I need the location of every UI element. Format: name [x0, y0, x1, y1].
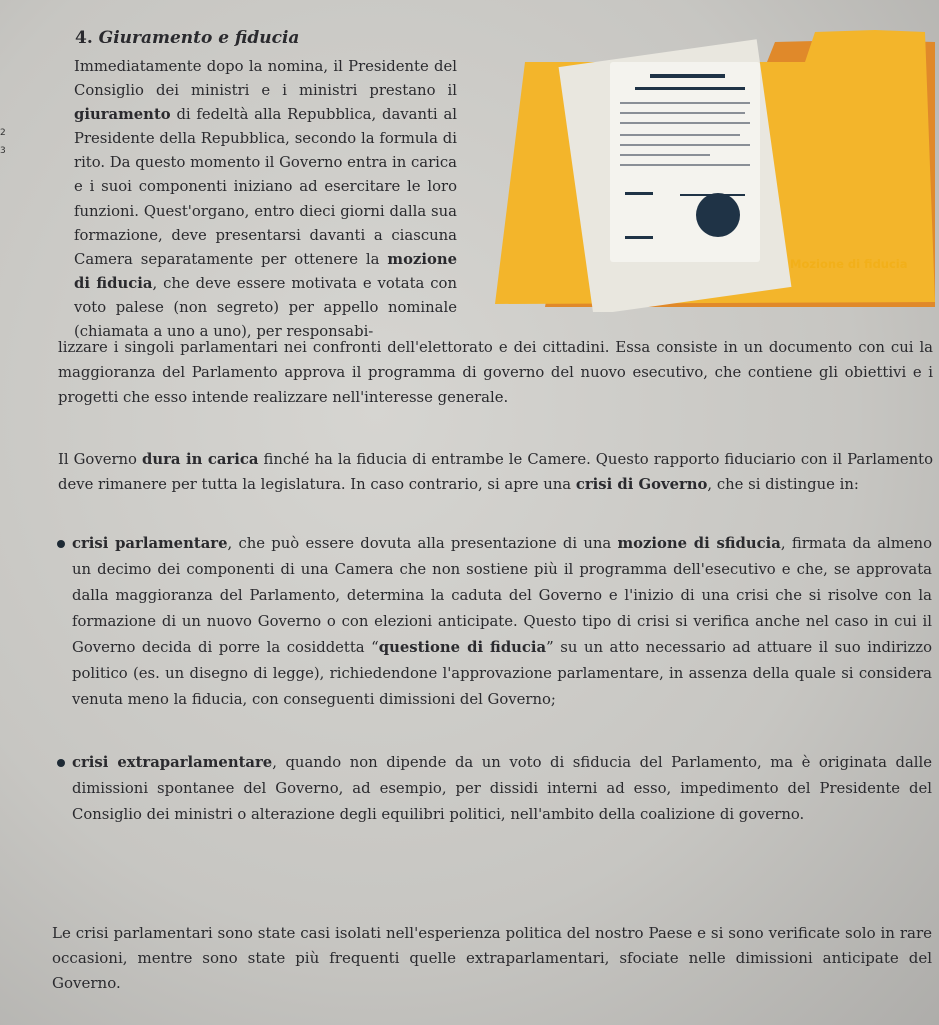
bullet-item	[72, 750, 932, 828]
seal-icon	[696, 193, 740, 237]
duration-bold-term: dura in carica	[142, 451, 259, 468]
bullet-text: , che può essere dovuta alla presentazione di una	[227, 535, 618, 552]
bullet-dot-icon	[57, 540, 65, 548]
bullet-item	[72, 531, 932, 713]
sheet-line	[625, 192, 653, 195]
duration-paragraph	[58, 447, 933, 497]
sheet-line	[635, 87, 745, 90]
bullet-text: , quando non dipende da un voto di sfiducia del Parlamento, ma è originata dalle dimissioni spontanee del Governo, ad esempio, per dissidi interni ad esso, impedimento del Presidente del Consiglio dei ministri o alterazione degli equilibri politici, nell'ambito della coalizione di governo.	[72, 754, 932, 823]
bullet-text: , firmata da almeno un decimo dei componenti di una Camera che non sostiene più il programma dell'esecutivo e che, se approvata dalla maggioranza del Parlamento, determina la caduta del Governo e l'inizio di una crisi che si risolve con la formazione di un nuovo Governo o con elezioni anticipate. Questo tipo di crisi si verifica anche nel caso in cui il Governo decida di porre la cosiddetta “	[72, 535, 932, 656]
duration-text: finché ha la fiducia di entrambe le Camere. Questo rapporto fiduciario con il Parlamento deve rimanere per tutta la legislatura. In caso contrario, si apre una	[58, 451, 934, 493]
section-title: Giuramento e fiducia	[98, 28, 300, 48]
section-heading	[75, 28, 299, 48]
intro-paragraph-continuation: lizzare i singoli parlamentari nei confronti dell'elettorato e dei cittadini. Essa consiste in un documento con cui la maggioranza del Parlamento approva il programma di governo del nuovo esecutivo, che contiene gli obiettivi e i progetti che esso intende realizzare nell'interesse generale.	[58, 339, 933, 406]
bullet-bold-term: questione di fiducia	[378, 639, 547, 656]
illustration-caption: Mozione di fiducia	[790, 257, 908, 271]
bullet-term: crisi extraparlamentare	[72, 754, 273, 771]
bullet-dot-icon	[57, 759, 65, 767]
intro-bold-term: giuramento	[74, 106, 171, 124]
closing-paragraph: Le crisi parlamentari sono state casi isolati nell'esperienza politica del nostro Paese e si sono verificate solo in rare occasioni, mentre sono state più frequenti quelle extraparlamentari, sfociate nelle dimissioni anticipate del Governo.	[52, 924, 932, 992]
duration-text: , che si distingue in:	[707, 476, 859, 493]
intro-text: di fedeltà alla Repubblica, davanti al Presidente della Repubblica, secondo la formula di rito. Da questo momento il Governo entra in carica e i suoi componenti iniziano ad esercitare le loro funzioni. Quest'organo, entro dieci giorni dalla sua formazione, deve presentarsi davanti a ciascuna Camera separatamente per ottenere la	[74, 106, 457, 268]
sheet-line	[650, 74, 725, 78]
intro-text: , che deve essere motivata e votata con voto palese (non segreto) per appello nominale (chiamata a uno a uno), per responsabi-	[74, 274, 457, 341]
intro-paragraph	[74, 55, 457, 344]
margin-marks	[0, 128, 6, 156]
margin-mark: 2	[0, 128, 6, 138]
sheet-line	[625, 236, 653, 239]
margin-mark: 3	[0, 146, 6, 156]
bullet-term: crisi parlamentare	[72, 535, 228, 552]
front-sheet	[610, 62, 760, 262]
bullet-bold-term: mozione di sfiducia	[617, 535, 781, 552]
duration-text: Il Governo	[58, 451, 142, 468]
bullet-text: ” su un atto necessario ad attuare il suo indirizzo politico (es. un disegno di legge), richiedendone l'approvazione parlamentare, in assenza della quale si considera venuta meno la fiducia, con conseguenti dimissioni del Governo;	[72, 639, 932, 708]
intro-bold-term: mozione di fiducia	[74, 250, 457, 292]
intro-text: Immediatamente dopo la nomina, il Presidente del Consiglio dei ministri e i ministri prestano il	[74, 58, 457, 100]
duration-bold-term: crisi di Governo	[575, 476, 708, 493]
section-number: 4.	[75, 28, 93, 48]
